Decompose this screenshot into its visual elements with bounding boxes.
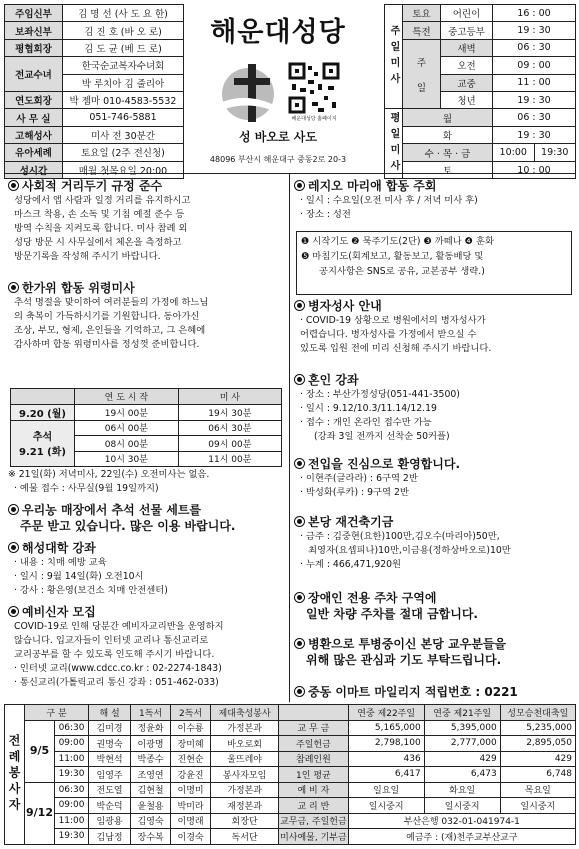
table-cell: 조영연	[131, 767, 171, 783]
table-cell: 바오로회	[211, 736, 279, 752]
qr-caption: 해운대성당 홈페이지	[291, 116, 337, 122]
info-key: 성시간	[5, 161, 63, 178]
sunday-mass-label: 주일미사	[385, 5, 403, 109]
bank-holder: 예금주 : (재)천주교부산교구	[348, 829, 575, 845]
bank-label: 교무금, 주일헌금	[279, 813, 349, 829]
section-title: 전입을 진심으로 환영합니다.	[294, 456, 574, 472]
legio-order-box	[296, 231, 572, 295]
note-line: ※ 21일(화) 저녁미사, 22일(수) 오전미사는 없음.	[8, 469, 210, 480]
table-cell: 정윤화	[131, 720, 171, 736]
info-key: 사 무 실	[5, 109, 63, 126]
box-line: 공지사항은 SNS로 공유, 교본공부 생략.)	[319, 266, 485, 277]
title-block	[188, 4, 368, 174]
time-cell: 06:30	[54, 720, 88, 736]
section-prayer	[294, 636, 574, 669]
body-line: · 인터넷 교리(www.cdcc.co.kr : 02-2274-1843)	[14, 663, 222, 674]
table-cell: 김남정	[89, 829, 131, 845]
info-key: 평협회장	[5, 39, 63, 56]
body-line: · 일시 : 9월 14일(화) 오전10시	[14, 571, 144, 582]
special-label: 특전	[403, 22, 441, 39]
info-key: 연도회장	[5, 91, 63, 108]
section-title: 우리농 매장에서 추석 선물 세트를	[8, 502, 286, 518]
table-header: 성모승천대축일	[500, 705, 575, 721]
time-cell: 11:00	[54, 751, 88, 767]
schedule-time: 06 : 30	[493, 109, 576, 127]
section-title: 병환으로 투병중이신 본당 교우분들을	[294, 636, 574, 652]
body-line: 성당 방문 시 사무실에서 체온을 측정하고	[14, 237, 182, 248]
time-cell: 09:00	[54, 798, 88, 814]
table-cell: 진현순	[171, 751, 211, 767]
info-key: 고해성사	[5, 126, 63, 143]
table-cell: 09시 00분	[178, 436, 281, 452]
fin-label: 교 무 금	[279, 720, 349, 736]
schedule-time: 19 : 30	[493, 91, 576, 108]
table-cell: 19시 00분	[75, 404, 179, 420]
info-value: 미사 전 30분간	[63, 126, 184, 143]
info-key: 전교수녀	[5, 57, 63, 92]
body-line: · 일시 : 9.12/10.3/11.14/12.19	[300, 403, 437, 414]
table-cell: 이경숙	[171, 829, 211, 845]
table-cell: 이명래	[171, 813, 211, 829]
bullet-icon	[294, 300, 305, 311]
table-cell: 회장단	[211, 813, 279, 829]
bullet-icon	[294, 592, 305, 603]
time-cell: 06:30	[54, 782, 88, 798]
time-cell: 09:00	[54, 736, 88, 752]
table-cell: 08시 00분	[75, 436, 179, 452]
info-key: 주임신부	[5, 5, 63, 22]
servers-label: 전례봉사자	[5, 705, 25, 845]
schedule-name: 중고등부	[441, 22, 493, 39]
schedule-name: 교중	[441, 74, 493, 91]
sunday-label: 주 일	[403, 39, 441, 109]
body-line: · 통신교리(가톨릭교리 통신 강좌 : 051-462-033)	[14, 677, 219, 688]
info-value: 김 명 선 (사 도 요 한)	[63, 5, 184, 22]
section-title: 장애인 전용 주차 구역에	[294, 590, 574, 606]
fin-label: 1인 평균	[279, 767, 349, 783]
section-memorial-mass	[8, 280, 286, 352]
table-cell: 권명숙	[89, 736, 131, 752]
section-title: 레지오 마리애 합동 주회	[294, 178, 574, 194]
fin-cell: 6,417	[348, 767, 424, 783]
table-header	[11, 389, 75, 405]
info-value: 박 젬마 010-4583-5532	[63, 91, 184, 108]
fin-cell: 일시중지	[348, 798, 424, 814]
body-line: · 장소 : 성전	[300, 209, 351, 220]
bullet-icon	[294, 516, 305, 527]
body-line: 성당에서 앱 사람과 일정 거리를 유지하시고	[14, 195, 191, 206]
table-cell: 독서단	[211, 829, 279, 845]
body-line: 않습니다. 입교자들이 인터넷 교리나 통신교리로	[14, 635, 209, 646]
schedule-time: 10 : 00	[493, 161, 576, 179]
note-line: · 예물 접수 : 사무실(9월 19일까지)	[14, 483, 159, 494]
info-value: 한국순교복자수녀회	[63, 57, 184, 74]
body-line: (강좌 3일 전까지 선착순 50커플)	[314, 431, 450, 442]
section-big-text: 일반 차량 주차를 절대 금합니다.	[306, 607, 478, 621]
bullet-icon	[8, 606, 19, 617]
body-line: · 이현주(글라라) : 6구역 2반	[300, 473, 418, 484]
table-cell: 가정본과	[211, 782, 279, 798]
body-line: 방문기록을 작성해 주시기 바랍니다.	[14, 251, 161, 262]
body-line: · 내용 : 치매 예방 교육	[14, 557, 107, 568]
table-cell: 박순덕	[89, 798, 131, 814]
schedule-name: 월	[403, 109, 493, 127]
table-cell: 박종수	[131, 751, 171, 767]
fin-cell: 5,395,000	[424, 720, 500, 736]
table-cell: 박현석	[89, 751, 131, 767]
date-cell: 9/12	[25, 782, 55, 844]
table-header: 연중 제22주일	[348, 705, 424, 721]
table-cell: 장수복	[131, 829, 171, 845]
section-title: 한가위 합동 위령미사	[8, 280, 286, 296]
schedule-time: 19 : 30	[493, 22, 576, 39]
patron-saint: 성 바오로 사도	[239, 130, 317, 144]
body-line: 최영자(요셉피나)10만,이금용(정하상바오로)10만	[308, 545, 511, 556]
body-line: · 장소 : 부산가정성당(051-441-3500)	[300, 389, 460, 400]
body-line: · 접수 : 개인 온라인 접수만 가능	[300, 417, 432, 428]
schedule-time: 09 : 00	[493, 57, 576, 74]
weekday-mass-label: 평일미사	[385, 109, 403, 179]
section-university	[8, 540, 286, 598]
section-title: 혼인 강좌	[294, 372, 574, 388]
fin-cell: 5,235,000	[500, 720, 575, 736]
section-big-text: 주문 받고 있습니다. 많은 이용 바랍니다.	[20, 519, 236, 533]
body-line: · 금주 : 김중현(요한)100만,김오수(마리아)50만,	[300, 531, 500, 542]
section-rebuild-fund	[294, 514, 574, 572]
section-notes	[8, 468, 286, 496]
parish-logo-icon	[218, 62, 280, 124]
fin-cell: 일요일	[348, 782, 424, 798]
schedule-name: 청년	[441, 91, 493, 108]
section-catechumen	[8, 604, 286, 690]
table-cell: 김미경	[89, 720, 131, 736]
schedule-time: 10:00	[493, 144, 535, 162]
table-cell: 김영숙	[131, 813, 171, 829]
bank-label: 미사예물, 기부금	[279, 829, 349, 845]
schedule-name: 수 · 목 · 금	[403, 144, 493, 162]
fin-cell: 화요일	[424, 782, 500, 798]
fin-cell: 6,473	[424, 767, 500, 783]
table-header: 미 사	[178, 389, 281, 405]
table-cell: 임광용	[89, 813, 131, 829]
fin-label: 참례인원	[279, 751, 349, 767]
table-cell: 이수룡	[171, 720, 211, 736]
table-header: 1독서	[131, 705, 171, 721]
body-line: 의 축복이 가득하시기를 기원합니다. 동아가신	[14, 311, 200, 322]
box-line: ❺ 마침기도(회계보고, 활동보고, 활동배당 및	[301, 251, 484, 262]
bullet-icon	[8, 542, 19, 553]
parish-name: 해운대성당	[210, 17, 346, 48]
table-cell: 울뜨레야	[211, 751, 279, 767]
bullet-icon	[294, 686, 305, 697]
table-header: 2독서	[171, 705, 211, 721]
fin-cell: 목요일	[500, 782, 575, 798]
date-cell: 9/5	[25, 720, 55, 782]
fin-cell: 6,748	[500, 767, 575, 783]
servers-finance-table	[4, 704, 576, 845]
body-line: 추석 명절을 맞이하여 여러분들의 가정에 하느님	[14, 297, 209, 308]
body-line: · 박성화(루카) : 9구역 2반	[300, 487, 409, 498]
table-cell: 강윤진	[171, 767, 211, 783]
mass-schedule-table	[384, 4, 576, 179]
fin-cell: 2,798,100	[348, 736, 424, 752]
table-cell: 재정본과	[211, 798, 279, 814]
section-welcome	[294, 456, 574, 500]
fin-cell: 429	[500, 751, 575, 767]
table-cell: 06시 00분	[75, 420, 179, 436]
body-line: 감사하며 합동 위령미사를 정성껏 준비합니다.	[14, 339, 200, 350]
column-divider	[289, 174, 290, 702]
table-header: 제대축성봉사	[211, 705, 279, 721]
bullet-icon	[294, 180, 305, 191]
bullet-icon	[8, 282, 19, 293]
table-cell: 임영주	[89, 767, 131, 783]
schedule-name: 새벽	[441, 39, 493, 56]
info-value: 박 루치아 김 줄리아	[63, 74, 184, 91]
body-line: 있도록 입원 전에 미리 신청해 주시기 바랍니다.	[300, 343, 492, 354]
table-header: 구 분	[25, 705, 89, 721]
time-cell: 19:30	[54, 829, 88, 845]
table-cell: 06시 30분	[178, 420, 281, 436]
fin-cell: 436	[348, 751, 424, 767]
section-marriage	[294, 372, 574, 444]
info-key: 보좌신부	[5, 22, 63, 39]
box-line: ❶ 시작기도 ❷ 묵주기도(2단) ❸ 까떼나 ❹ 훈화	[301, 236, 494, 247]
bullet-icon	[8, 504, 19, 515]
body-line: COVID-19로 인해 당분간 예비자교리반을 운영하지	[14, 621, 224, 632]
fin-label: 예 비 자	[279, 782, 349, 798]
section-distancing	[8, 178, 286, 264]
section-title: 예비신자 모집	[8, 604, 286, 620]
date-cell: 9.20 (월)	[11, 404, 75, 420]
bullet-icon	[294, 374, 305, 385]
parish-info-table	[4, 4, 184, 179]
table-header: 해 설	[89, 705, 131, 721]
table-cell: 전도열	[89, 782, 131, 798]
memorial-mass-table	[10, 388, 282, 467]
bank-account: 부산은행 032-01-041974-1	[348, 813, 575, 829]
section-parking	[294, 590, 574, 623]
table-cell: 장미혜	[171, 736, 211, 752]
body-line: · 강사 : 황은영(보건소 치매 안전센터)	[14, 585, 168, 596]
bullet-icon	[294, 458, 305, 469]
time-cell: 11:00	[54, 813, 88, 829]
info-value: 051-746-5881	[63, 109, 184, 126]
schedule-time: 19 : 30	[493, 126, 576, 144]
section-title: 중동 이마트 마일리지 적립번호 : 0221	[294, 684, 574, 700]
body-line: · 일시 : 수요일(오전 미사 후 / 저녁 미사 후)	[300, 195, 478, 206]
table-header: 연중 제21주일	[424, 705, 500, 721]
fin-cell: 일시중지	[500, 798, 575, 814]
info-key: 유아세례	[5, 144, 63, 161]
fin-cell: 일시중지	[424, 798, 500, 814]
fin-cell: 429	[424, 751, 500, 767]
table-cell: 박미라	[171, 798, 211, 814]
table-header: 연 도 시 작	[75, 389, 179, 405]
body-line: · COVID-19 상황으로 병원에서의 병자성사가	[300, 315, 486, 326]
schedule-name: 토	[403, 161, 493, 179]
fin-cell: 2,895,050	[500, 736, 575, 752]
schedule-name: 어린이	[441, 5, 493, 22]
body-line: 방역 수칙을 지켜도록 합니다. 미사 참례 외	[14, 223, 188, 234]
divider	[4, 173, 576, 174]
sat-label: 토요	[403, 5, 441, 22]
table-cell: 가정본과	[211, 720, 279, 736]
schedule-time: 11 : 00	[493, 74, 576, 91]
table-cell: 봉사자모임	[211, 767, 279, 783]
body-line: 어렵습니다. 병자성사를 가정에서 받으실 수	[300, 329, 477, 340]
schedule-name: 화	[403, 126, 493, 144]
table-cell: 19시 30분	[178, 404, 281, 420]
table-cell: 윤철용	[131, 798, 171, 814]
fin-cell: 2,777,000	[424, 736, 500, 752]
section-title: 본당 재건축기금	[294, 514, 574, 530]
info-value: 토요일 (2주 전신청)	[63, 144, 184, 161]
body-line: 교리공부를 할 수 있도록 인도해 주시기 바랍니다.	[14, 649, 215, 660]
table-cell: 김현철	[131, 782, 171, 798]
section-big-text: 위해 많은 관심과 기도 부탁드립니다.	[306, 653, 502, 667]
schedule-name: 오전	[441, 57, 493, 74]
schedule-time: 06 : 30	[493, 39, 576, 56]
info-value: 매월 첫목요일 20:00	[63, 161, 184, 178]
body-line: 조상, 부모, 형제, 은인들을 기억하고, 그 은혜에	[14, 325, 206, 336]
table-header	[279, 705, 349, 721]
body-line: 마스크 착용, 손 소독 및 기침 예절 준수 등	[14, 209, 185, 220]
bullet-icon	[294, 638, 305, 649]
section-anointing	[294, 298, 574, 356]
info-value: 김 도 균 (베 드 로)	[63, 39, 184, 56]
section-title: 병자성사 안내	[294, 298, 574, 314]
table-cell: 11시 00분	[178, 451, 281, 467]
section-emart	[294, 684, 574, 700]
bullet-icon	[8, 180, 19, 191]
schedule-time: 16 : 00	[493, 5, 576, 22]
schedule-time: 19:30	[534, 144, 576, 162]
fin-label: 교 리 반	[279, 798, 349, 814]
time-cell: 19:30	[54, 767, 88, 783]
date-cell: 추석 9.21 (화)	[11, 420, 75, 467]
section-title: 해성대학 강좌	[8, 540, 286, 556]
fin-cell: 5,165,000	[348, 720, 424, 736]
address: 48096 부산시 해운대구 중동2로 20-3	[209, 155, 347, 164]
section-title: 사회적 거리두기 규정 준수	[8, 178, 286, 194]
table-cell: 이광명	[131, 736, 171, 752]
section-legio	[294, 178, 574, 222]
qr-code-icon	[288, 62, 340, 114]
fin-label: 주일헌금	[279, 736, 349, 752]
section-woorinong	[8, 502, 286, 535]
body-line: · 누계 : 466,471,920원	[300, 559, 402, 570]
table-cell: 10시 30분	[75, 451, 179, 467]
info-value: 김 진 호 (바 오 로)	[63, 22, 184, 39]
table-cell: 이명미	[171, 782, 211, 798]
